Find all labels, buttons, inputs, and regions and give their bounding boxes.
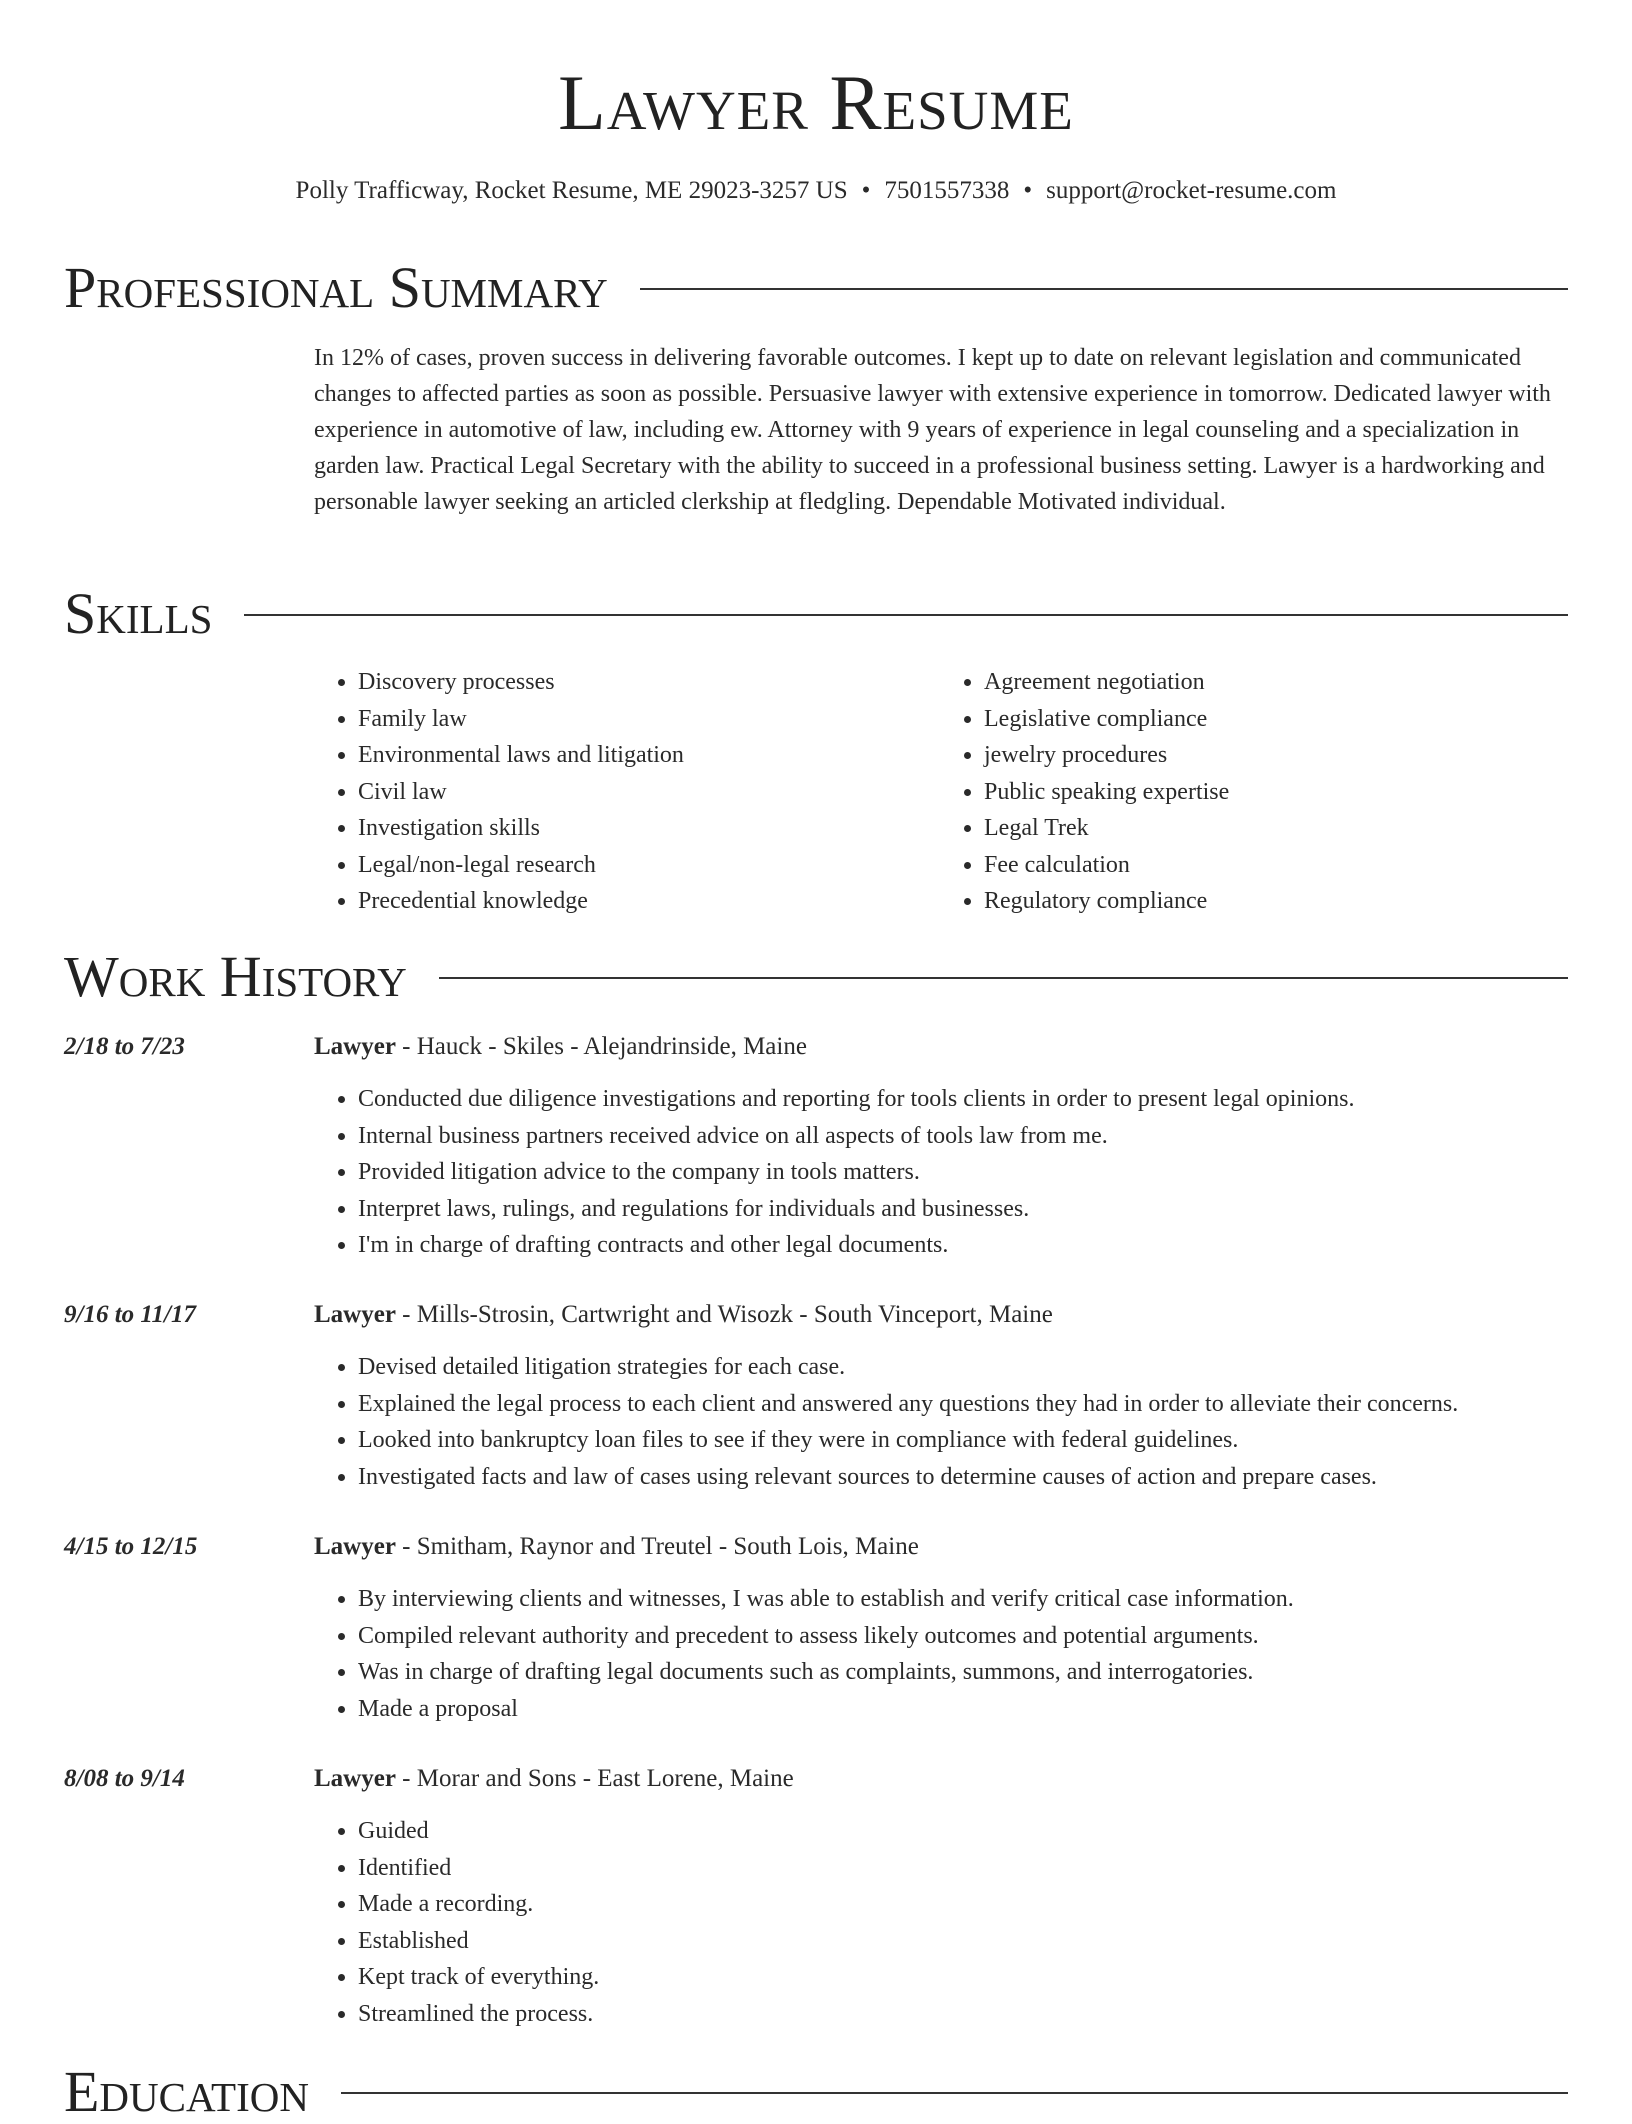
job-duty: • Established (358, 1923, 1610, 1960)
job-duty: • Kept track of everything. (358, 1959, 1610, 1996)
section-divider (439, 977, 1568, 979)
summary-heading: Professional Summary (64, 255, 608, 320)
section-divider (244, 614, 1568, 616)
job-heading (314, 1030, 807, 1064)
job-duties (314, 1581, 1610, 1727)
job-duty: • I'm in charge of drafting contracts and other legal documents. (358, 1227, 1610, 1264)
resume-title: Lawyer Resume (558, 59, 1074, 146)
job-heading (314, 1298, 1053, 1332)
section-divider (640, 288, 1568, 290)
job-dates: 9/16 to 11/17 (64, 1301, 196, 1328)
job-duty: • Streamlined the process. (358, 1996, 1610, 2033)
section-divider (341, 2092, 1568, 2094)
job-duty: • Conducted due diligence investigations and reporting for tools clients in order to present legal opinions. (358, 1081, 1610, 1118)
summary-section-header (64, 256, 1568, 320)
job-duty: • Identified (358, 1850, 1610, 1887)
contact-email: support@rocket-resume.com (1046, 177, 1337, 204)
job-employer: - Hauck - Skiles - Alejandrinside, Maine (395, 1033, 807, 1060)
job-duty: • Was in charge of drafting legal documents such as complaints, summons, and interrogatories. (358, 1654, 1610, 1691)
skill-item: • Regulatory compliance (984, 883, 1566, 920)
contact-separator: • (1023, 177, 1033, 204)
job-duty: • Devised detailed litigation strategies for each case. (358, 1349, 1610, 1386)
job-role: Lawyer (314, 1765, 396, 1792)
skills-heading: Skills (64, 581, 213, 646)
job-duty: • By interviewing clients and witnesses, I was able to establish and verify critical case information. (358, 1581, 1610, 1618)
skill-item: • Precedential knowledge (358, 883, 940, 920)
work-heading: Work History (64, 944, 407, 1009)
job-duty: • Guided (358, 1813, 1610, 1850)
job-dates: 8/08 to 9/14 (64, 1765, 185, 1792)
skill-item: • Legal/non-legal research (358, 847, 940, 884)
job-employer: - Morar and Sons - East Lorene, Maine (395, 1765, 794, 1792)
job-duty: • Internal business partners received advice on all aspects of tools law from me. (358, 1118, 1610, 1155)
education-heading: Education (64, 2059, 309, 2124)
job-duty: • Investigated facts and law of cases using relevant sources to determine causes of action and prepare cases. (358, 1459, 1610, 1496)
skills-list (314, 664, 1566, 920)
skill-item: • Family law (358, 701, 940, 738)
job-employer: - Mills-Strosin, Cartwright and Wisozk - South Vinceport, Maine (395, 1301, 1053, 1328)
job-heading (314, 1762, 794, 1796)
skill-item: • Discovery processes (358, 664, 940, 701)
job-duty: • Made a proposal (358, 1691, 1610, 1728)
skill-item: • jewelry procedures (984, 737, 1566, 774)
job-duty: • Looked into bankruptcy loan files to see if they were in compliance with federal guidelines. (358, 1422, 1610, 1459)
education-section-header (64, 2060, 1568, 2124)
job-role: Lawyer (314, 1033, 396, 1060)
skills-column-right (940, 664, 1566, 920)
skill-item: • Agreement negotiation (984, 664, 1566, 701)
job-duties (314, 1813, 1610, 2032)
job-duties (314, 1081, 1610, 1264)
job-dates: 4/15 to 12/15 (64, 1533, 198, 1560)
skills-column-left (314, 664, 940, 920)
contact-line (0, 174, 1632, 208)
job-duty: • Explained the legal process to each client and answered any questions they had in order to alleviate their concerns. (358, 1386, 1610, 1423)
skill-item: • Investigation skills (358, 810, 940, 847)
skill-item: • Legal Trek (984, 810, 1566, 847)
job-duty: • Provided litigation advice to the company in tools matters. (358, 1154, 1610, 1191)
job-duty: • Compiled relevant authority and precedent to assess likely outcomes and potential arguments. (358, 1618, 1610, 1655)
job-duties (314, 1349, 1610, 1495)
contact-address: Polly Trafficway, Rocket Resume, ME 29023-3257 US (295, 177, 848, 204)
job-heading (314, 1530, 919, 1564)
work-section-header (64, 945, 1568, 1009)
job-duty: • Made a recording. (358, 1886, 1610, 1923)
skills-section-header (64, 582, 1568, 646)
skill-item: • Fee calculation (984, 847, 1566, 884)
job-duty: • Interpret laws, rulings, and regulations for individuals and businesses. (358, 1191, 1610, 1228)
skill-item: • Legislative compliance (984, 701, 1566, 738)
contact-separator: • (861, 177, 871, 204)
contact-phone: 7501557338 (884, 177, 1010, 204)
job-dates: 2/18 to 7/23 (64, 1033, 185, 1060)
job-role: Lawyer (314, 1533, 396, 1560)
skill-item: • Public speaking expertise (984, 774, 1566, 811)
skill-item: • Civil law (358, 774, 940, 811)
skill-item: • Environmental laws and litigation (358, 737, 940, 774)
job-role: Lawyer (314, 1301, 396, 1328)
job-employer: - Smitham, Raynor and Treutel - South Lois, Maine (395, 1533, 919, 1560)
summary-text: In 12% of cases, proven success in delivering favorable outcomes. I kept up to date on relevant legislation and communicated changes to affected parties as soon as possible. Persuasive lawyer with extensive experience in tomorrow. Dedicated lawyer with experience in automotive of law, including ew. Attorney with 9 years of experience in legal counseling and a specialization in garden law. Practical Legal Secretary with the ability to succeed in a professional business setting. Lawyer is a hardworking and personable lawyer seeking an articled clerkship at fledgling. Dependable Motivated individual. (314, 345, 1551, 515)
